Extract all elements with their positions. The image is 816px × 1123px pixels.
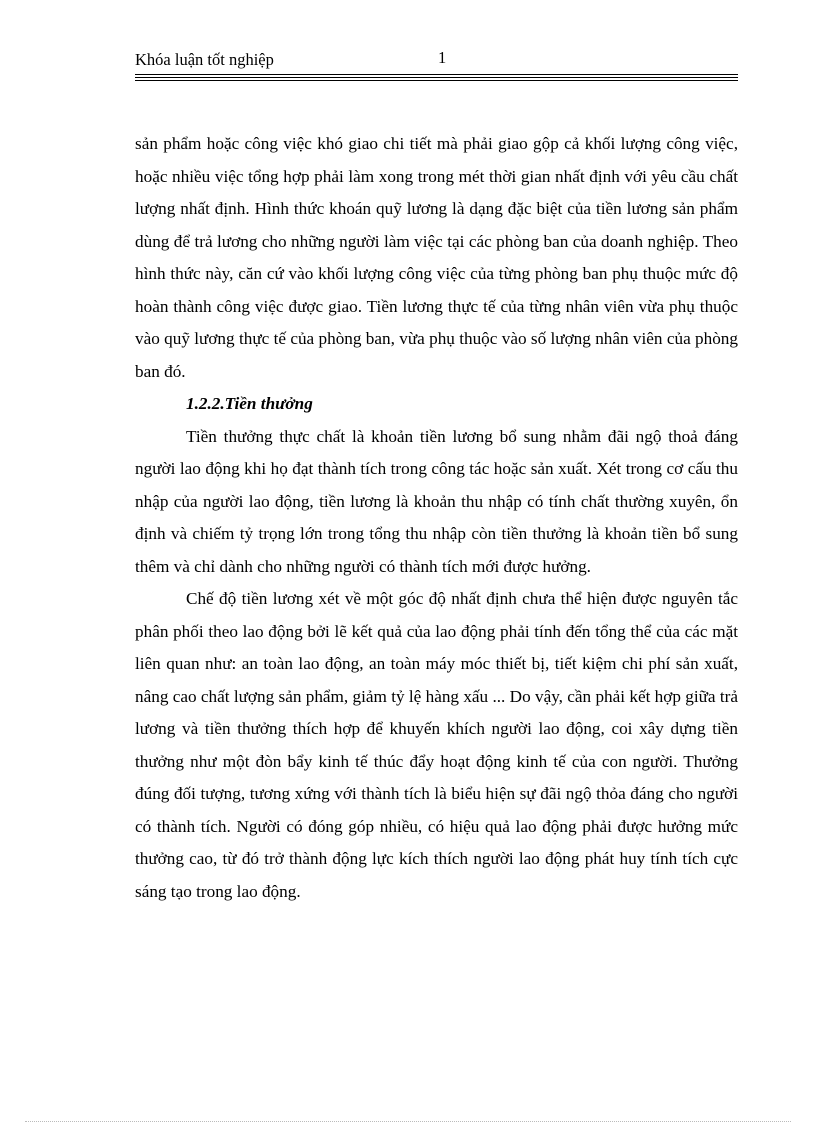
page-number: 1	[438, 48, 447, 67]
header-title: Khóa luận tốt nghiệp	[135, 50, 274, 69]
paragraph-quy-luong: sản phẩm hoặc công việc khó giao chi tiết mà phải giao gộp cả khối lượng công việc, hoặc nhiều việc tổng hợp phải làm xong trong mét thời gian nhất định với yêu cầu chất lượng nhất định. Hình thức khoán quỹ lương là dạng đặc biệt của tiền lương sản phẩm dùng để trả lương cho những người làm việc tại các phòng ban của doanh nghiệp. Theo hình thức này, căn cứ vào khối lượng công việc của từng phòng ban phụ thuộc mức độ hoàn thành công việc được giao. Tiền lương thực tế của từng nhân viên vừa phụ thuộc vào quỹ lương thực tế của phòng ban, vừa phụ thuộc vào số lượng nhân viên của phòng ban đó.	[135, 134, 738, 381]
header-rule-middle	[135, 77, 738, 78]
page-bottom-rule	[25, 1121, 791, 1122]
document-body	[135, 128, 738, 908]
header-rule-bottom	[135, 80, 738, 81]
section-heading: 1.2.2.Tiền thưởng	[186, 394, 313, 413]
page-header	[135, 48, 738, 72]
paragraph-che-do-tien-luong: Chế độ tiền lương xét về một góc độ nhất định chưa thể hiện được nguyên tắc phân phối theo lao động bởi lẽ kết quả của lao động phải tính đến tổng thể của các mặt liên quan như: an toàn lao động, an toàn máy móc thiết bị, tiết kiệm chi phí sản xuất, nâng cao chất lượng sản phẩm, giảm tỷ lệ hàng xấu ... Do vậy, cần phải kết hợp giữa trả lương và tiền thưởng thích hợp để khuyến khích người lao động, coi xây dựng tiền thưởng như một đòn bẩy kinh tế thúc đẩy hoạt động kinh tế của con người. Thưởng đúng đối tượng, tương xứng với thành tích là biểu hiện sự đãi ngộ thỏa đáng cho người có thành tích. Người có đóng góp nhiều, có hiệu quả lao động phải được hưởng mức thưởng cao, từ đó trở thành động lực kích thích người lao động phát huy tính tích cực sáng tạo trong lao động.	[135, 589, 738, 901]
header-rule-top	[135, 74, 738, 75]
paragraph-tien-thuong: Tiền thưởng thực chất là khoản tiền lương bổ sung nhằm đãi ngộ thoả đáng người lao động khi họ đạt thành tích trong công tác hoặc sản xuất. Xét trong cơ cấu thu nhập của người lao động, tiền lương là khoản thu nhập có tính chất thường xuyên, ổn định và chiếm tỷ trọng lớn trong tổng thu nhập còn tiền thưởng là khoản tiền bổ sung thêm và chỉ dành cho những người có thành tích mới được hưởng.	[135, 426, 738, 576]
